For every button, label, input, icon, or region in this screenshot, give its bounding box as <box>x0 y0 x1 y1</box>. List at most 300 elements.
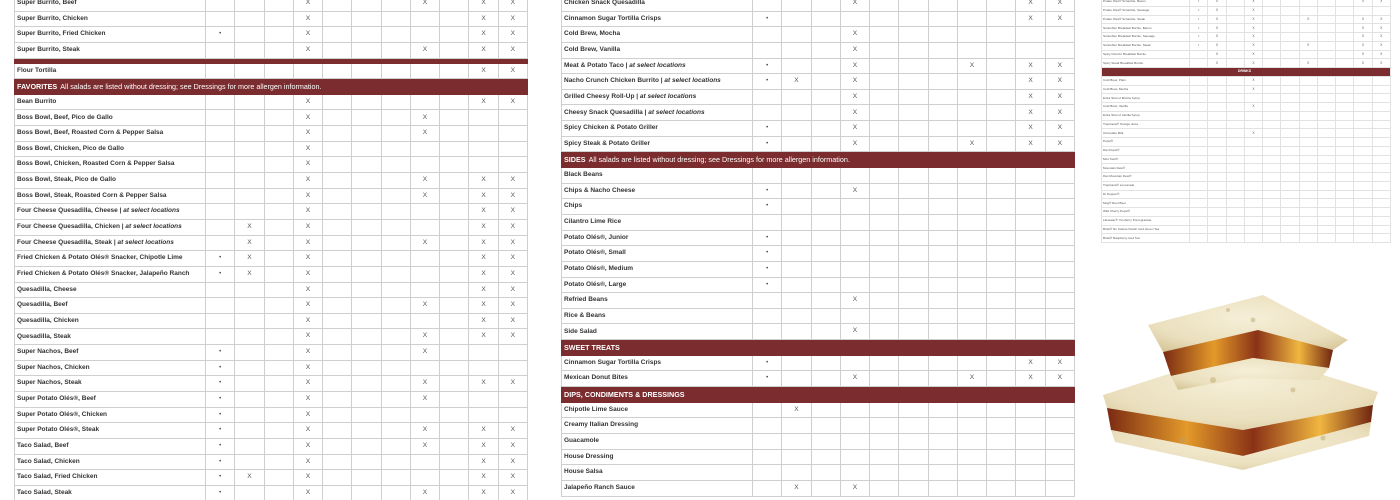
allergen-cell <box>1016 465 1045 481</box>
allergen-cell: X <box>1354 50 1372 59</box>
allergen-cell: • <box>753 136 782 152</box>
menu-item-name <box>15 63 206 79</box>
item-label: Fried Chicken & Potato Olés® Snacker, Chipotle Lime <box>17 254 183 262</box>
allergen-cell: X <box>1045 371 1074 387</box>
table-row <box>15 392 528 408</box>
allergen-cell <box>1190 173 1208 182</box>
allergen-cell: X <box>410 235 439 251</box>
allergen-cell <box>440 360 469 376</box>
allergen-cell <box>1281 33 1299 42</box>
table-row <box>562 230 1075 246</box>
allergen-cell: X <box>469 173 498 189</box>
allergen-cell <box>1226 94 1244 103</box>
allergen-cell <box>1372 181 1390 190</box>
table-row <box>562 293 1075 309</box>
allergen-cell <box>440 329 469 345</box>
item-label: Potato Olés® Scramble, Bacon <box>1103 0 1146 4</box>
allergen-cell <box>1263 216 1281 225</box>
allergen-cell <box>811 214 840 230</box>
allergen-cell <box>206 313 235 329</box>
item-label: Cinnamon Sugar Tortilla Crisps <box>564 14 662 22</box>
allergen-cell <box>1299 199 1317 208</box>
allergen-cell <box>264 173 293 189</box>
allergen-cell <box>235 63 264 79</box>
allergen-cell <box>1190 190 1208 199</box>
menu-item-name <box>562 58 753 74</box>
availability-note: at select locations <box>629 61 686 69</box>
allergen-cell <box>352 360 381 376</box>
allergen-cell <box>1190 138 1208 147</box>
allergen-cell: X <box>957 371 986 387</box>
allergen-cell <box>381 42 410 58</box>
allergen-cell <box>1208 103 1226 112</box>
item-label: Cinnamon Sugar Tortilla Crisps <box>564 358 662 366</box>
allergen-cell <box>235 454 264 470</box>
allergen-cell <box>1299 208 1317 217</box>
allergen-cell <box>1281 15 1299 24</box>
allergen-cell <box>1208 138 1226 147</box>
allergen-cell <box>264 392 293 408</box>
allergen-cell <box>323 11 352 27</box>
allergen-cell <box>206 63 235 79</box>
allergen-cell <box>1016 183 1045 199</box>
allergen-cell <box>957 11 986 27</box>
item-label: Lifewater® Yumberry Pomegranate <box>1103 218 1152 223</box>
allergen-cell <box>987 324 1016 340</box>
allergen-cell <box>1190 155 1208 164</box>
allergen-cell <box>870 308 899 324</box>
allergen-cell <box>811 74 840 90</box>
allergen-cell <box>1226 24 1244 33</box>
allergen-cell <box>899 402 928 418</box>
allergen-cell <box>957 324 986 340</box>
allergen-cell: X <box>1208 33 1226 42</box>
allergen-cell: X <box>293 94 322 110</box>
allergen-cell <box>840 433 869 449</box>
allergen-cell <box>264 407 293 423</box>
allergen-cell <box>264 470 293 486</box>
allergen-cell <box>323 329 352 345</box>
allergen-cell: X <box>1354 24 1372 33</box>
allergen-cell: X <box>469 470 498 486</box>
allergen-cell <box>440 141 469 157</box>
allergen-cell <box>1226 33 1244 42</box>
allergen-cell <box>1281 138 1299 147</box>
allergen-cell <box>987 246 1016 262</box>
allergen-cell <box>1244 216 1262 225</box>
menu-item-name <box>15 251 206 267</box>
allergen-cell <box>1317 76 1335 85</box>
allergen-cell <box>782 355 811 371</box>
item-label: Jalapeño Ranch Sauce <box>564 483 635 491</box>
allergen-cell <box>899 433 928 449</box>
item-label: Quesadilla, Steak <box>17 332 71 340</box>
allergen-cell: X <box>1045 89 1074 105</box>
allergen-cell <box>1281 41 1299 50</box>
allergen-cell <box>1244 234 1262 243</box>
allergen-cell: X <box>469 313 498 329</box>
allergen-cell <box>1372 146 1390 155</box>
allergen-cell <box>323 94 352 110</box>
allergen-cell <box>206 204 235 220</box>
allergen-cell: X <box>1045 58 1074 74</box>
table-row <box>15 282 528 298</box>
allergen-cell <box>782 465 811 481</box>
item-label: Taco Salad, Beef <box>17 442 69 449</box>
allergen-cell <box>381 27 410 43</box>
allergen-cell: • <box>753 11 782 27</box>
allergen-cell <box>381 141 410 157</box>
allergen-cell <box>1281 129 1299 138</box>
allergen-cell <box>1244 138 1262 147</box>
allergen-cell <box>1372 129 1390 138</box>
menu-item-name <box>1102 155 1190 164</box>
allergen-cell: X <box>840 0 869 11</box>
menu-item-name <box>15 266 206 282</box>
table-row <box>562 183 1075 199</box>
allergen-cell <box>753 168 782 184</box>
table-row <box>1102 6 1391 15</box>
allergen-cell <box>235 126 264 142</box>
menu-item-name <box>1102 190 1190 199</box>
allergen-cell <box>1336 76 1354 85</box>
allergen-cell: • <box>206 266 235 282</box>
item-label: Diet Pepsi® <box>1103 148 1120 153</box>
table-row <box>1102 173 1391 182</box>
allergen-cell <box>1317 225 1335 234</box>
table-row <box>1102 199 1391 208</box>
menu-item-name <box>1102 50 1190 59</box>
allergen-cell <box>264 219 293 235</box>
allergen-cell: X <box>469 266 498 282</box>
allergen-cell <box>1299 225 1317 234</box>
allergen-cell: X <box>1016 105 1045 121</box>
allergen-table-left <box>14 0 528 500</box>
allergen-cell <box>1226 234 1244 243</box>
allergen-cell <box>957 293 986 309</box>
allergen-cell: X <box>1045 0 1074 11</box>
allergen-cell <box>928 0 957 11</box>
allergen-cell: X <box>498 11 527 27</box>
allergen-cell <box>264 454 293 470</box>
allergen-cell <box>1281 111 1299 120</box>
allergen-cell <box>753 433 782 449</box>
allergen-cell <box>928 402 957 418</box>
allergen-cell <box>928 418 957 434</box>
menu-item-name <box>15 126 206 142</box>
allergen-cell <box>264 235 293 251</box>
allergen-cell <box>381 188 410 204</box>
allergen-cell <box>1317 41 1335 50</box>
table-row <box>1102 50 1391 59</box>
allergen-cell: X <box>293 0 322 11</box>
menu-item-name <box>1102 199 1190 208</box>
allergen-cell: X <box>1372 59 1390 68</box>
menu-item-name <box>1102 103 1190 112</box>
allergen-cell: • <box>1190 41 1208 50</box>
allergen-cell <box>870 136 899 152</box>
menu-item-name <box>562 89 753 105</box>
allergen-cell <box>1281 85 1299 94</box>
allergen-cell <box>352 298 381 314</box>
allergen-cell <box>440 438 469 454</box>
allergen-cell <box>899 42 928 58</box>
allergen-cell <box>899 199 928 215</box>
allergen-cell <box>928 214 957 230</box>
allergen-cell <box>1226 76 1244 85</box>
allergen-cell <box>957 121 986 137</box>
allergen-cell <box>811 449 840 465</box>
allergen-cell <box>1045 402 1074 418</box>
allergen-cell <box>381 407 410 423</box>
allergen-cell <box>1317 190 1335 199</box>
allergen-cell: X <box>1244 24 1262 33</box>
allergen-cell: X <box>1244 76 1262 85</box>
table-row <box>15 376 528 392</box>
allergen-cell <box>206 94 235 110</box>
item-label: Boss Bowl, Chicken, Roasted Corn & Pepper Salsa <box>17 160 175 168</box>
allergen-cell: X <box>1299 41 1317 50</box>
allergen-cell <box>1299 6 1317 15</box>
allergen-cell <box>264 27 293 43</box>
allergen-cell <box>987 89 1016 105</box>
allergen-cell <box>987 105 1016 121</box>
allergen-cell <box>782 42 811 58</box>
allergen-cell <box>870 121 899 137</box>
allergen-cell <box>352 376 381 392</box>
allergen-cell <box>1244 120 1262 129</box>
allergen-cell <box>782 27 811 43</box>
allergen-cell <box>1336 190 1354 199</box>
allergen-cell <box>987 183 1016 199</box>
menu-item-name <box>15 235 206 251</box>
allergen-cell: X <box>293 485 322 500</box>
allergen-cell <box>264 251 293 267</box>
allergen-cell <box>264 313 293 329</box>
menu-item-name <box>562 74 753 90</box>
allergen-cell <box>928 42 957 58</box>
allergen-cell <box>1226 50 1244 59</box>
allergen-cell <box>1336 85 1354 94</box>
allergen-cell: • <box>206 423 235 439</box>
allergen-cell: • <box>753 121 782 137</box>
allergen-cell <box>1190 208 1208 217</box>
allergen-cell <box>957 183 986 199</box>
allergen-cell: X <box>469 42 498 58</box>
allergen-cell <box>1045 261 1074 277</box>
item-label: Quesadilla, Beef <box>17 301 68 309</box>
allergen-cell <box>811 480 840 496</box>
table-row <box>15 438 528 454</box>
allergen-table-thumbnail <box>1101 0 1391 243</box>
menu-item-name <box>15 423 206 439</box>
allergen-cell: • <box>753 74 782 90</box>
allergen-cell <box>1208 85 1226 94</box>
allergen-cell <box>1299 24 1317 33</box>
allergen-cell <box>1299 173 1317 182</box>
allergen-cell <box>899 214 928 230</box>
allergen-cell <box>811 58 840 74</box>
allergen-cell <box>928 230 957 246</box>
menu-item-name <box>1102 111 1190 120</box>
item-label: House Salsa <box>564 468 603 476</box>
allergen-cell: • <box>206 454 235 470</box>
allergen-cell <box>440 423 469 439</box>
allergen-cell <box>1263 41 1281 50</box>
menu-item-name <box>1102 24 1190 33</box>
allergen-cell <box>1016 42 1045 58</box>
allergen-cell <box>440 94 469 110</box>
allergen-cell <box>440 0 469 11</box>
allergen-cell <box>1226 103 1244 112</box>
item-label: Extra Shot of Mocha Syrup <box>1103 95 1140 100</box>
menu-item-name <box>562 214 753 230</box>
allergen-cell <box>957 465 986 481</box>
allergen-cell <box>899 355 928 371</box>
allergen-cell <box>235 345 264 361</box>
allergen-cell <box>352 438 381 454</box>
menu-item-name <box>562 246 753 262</box>
allergen-cell: X <box>498 251 527 267</box>
allergen-cell <box>928 168 957 184</box>
allergen-cell <box>1372 155 1390 164</box>
item-label: Mist Twst® <box>1103 156 1119 161</box>
allergen-cell <box>440 204 469 220</box>
allergen-cell <box>410 219 439 235</box>
allergen-cell <box>323 126 352 142</box>
allergen-cell <box>1317 103 1335 112</box>
allergen-cell: X <box>1244 59 1262 68</box>
allergen-cell <box>928 27 957 43</box>
allergen-cell <box>987 58 1016 74</box>
menu-item-name <box>562 105 753 121</box>
allergen-cell <box>264 157 293 173</box>
allergen-cell <box>235 157 264 173</box>
allergen-cell: • <box>206 27 235 43</box>
allergen-cell <box>1281 208 1299 217</box>
section-title: FAVORITES <box>17 81 58 91</box>
allergen-cell <box>1263 146 1281 155</box>
allergen-cell <box>381 219 410 235</box>
allergen-cell: X <box>498 63 527 79</box>
allergen-cell <box>782 261 811 277</box>
allergen-cell <box>1045 168 1074 184</box>
menu-item-name <box>1102 120 1190 129</box>
allergen-cell <box>987 214 1016 230</box>
allergen-cell <box>1244 225 1262 234</box>
allergen-cell <box>1354 129 1372 138</box>
allergen-cell <box>1299 190 1317 199</box>
table-row <box>15 0 528 11</box>
allergen-cell: X <box>1244 0 1262 6</box>
item-label: Grilled Cheesy Roll-Up | <box>564 92 639 100</box>
allergen-cell: X <box>410 392 439 408</box>
allergen-cell <box>1263 164 1281 173</box>
allergen-cell <box>1317 199 1335 208</box>
allergen-cell <box>440 219 469 235</box>
allergen-cell <box>206 219 235 235</box>
allergen-cell: • <box>753 230 782 246</box>
allergen-cell <box>498 345 527 361</box>
allergen-cell: X <box>293 298 322 314</box>
item-label: Super Burrito, Beef <box>17 0 77 7</box>
allergen-cell <box>1317 208 1335 217</box>
allergen-cell: X <box>1244 50 1262 59</box>
table-row <box>15 204 528 220</box>
allergen-cell <box>811 402 840 418</box>
allergen-cell <box>1354 164 1372 173</box>
allergen-cell <box>928 74 957 90</box>
table-row <box>15 11 528 27</box>
section-note: All salads are listed without dressing; see Dressings for more allergen information. <box>60 81 322 91</box>
allergen-cell <box>1190 103 1208 112</box>
allergen-cell <box>987 0 1016 11</box>
item-label: Flour Tortilla <box>17 66 57 74</box>
allergen-cell <box>352 11 381 27</box>
allergen-cell: X <box>840 121 869 137</box>
allergen-cell: X <box>1244 103 1262 112</box>
allergen-cell <box>1045 42 1074 58</box>
menu-item-name <box>562 433 753 449</box>
allergen-cell <box>381 329 410 345</box>
allergen-cell: • <box>1190 15 1208 24</box>
allergen-cell <box>1045 418 1074 434</box>
allergen-cell: X <box>410 438 439 454</box>
allergen-cell <box>1226 164 1244 173</box>
allergen-cell <box>1336 181 1354 190</box>
allergen-cell <box>1016 449 1045 465</box>
allergen-cell <box>899 480 928 496</box>
allergen-cell: X <box>782 74 811 90</box>
item-label: Super Potato Olés®, Beef <box>17 395 96 403</box>
allergen-cell <box>987 418 1016 434</box>
item-label: Boss Bowl, Steak, Roasted Corn & Pepper Salsa <box>17 191 167 199</box>
allergen-cell <box>1317 173 1335 182</box>
item-label: Mug® Root Beer <box>1103 200 1127 205</box>
allergen-cell: X <box>1016 0 1045 11</box>
allergen-cell <box>381 94 410 110</box>
item-label: Rice & Beans <box>564 311 606 319</box>
allergen-cell <box>1226 111 1244 120</box>
allergen-cell: X <box>498 376 527 392</box>
allergen-cell <box>1281 6 1299 15</box>
table-row <box>562 418 1075 434</box>
allergen-cell <box>1016 308 1045 324</box>
allergen-cell: X <box>469 27 498 43</box>
allergen-cell <box>1299 50 1317 59</box>
allergen-cell: X <box>235 219 264 235</box>
allergen-cell <box>440 235 469 251</box>
allergen-cell <box>870 199 899 215</box>
availability-note: at select locations <box>639 92 697 100</box>
allergen-cell <box>1317 50 1335 59</box>
allergen-cell <box>410 251 439 267</box>
allergen-cell <box>811 246 840 262</box>
allergen-cell <box>782 433 811 449</box>
allergen-cell <box>1317 146 1335 155</box>
allergen-cell <box>1190 216 1208 225</box>
item-label: Cold Brew, Vanilla <box>564 45 621 53</box>
menu-item-name <box>1102 33 1190 42</box>
allergen-cell <box>352 235 381 251</box>
allergen-cell: X <box>1354 33 1372 42</box>
allergen-cell: X <box>469 204 498 220</box>
allergen-cell <box>206 329 235 345</box>
allergen-cell: • <box>206 360 235 376</box>
item-label: Taco Salad, Steak <box>17 488 72 496</box>
allergen-cell <box>293 63 322 79</box>
allergen-cell <box>352 282 381 298</box>
